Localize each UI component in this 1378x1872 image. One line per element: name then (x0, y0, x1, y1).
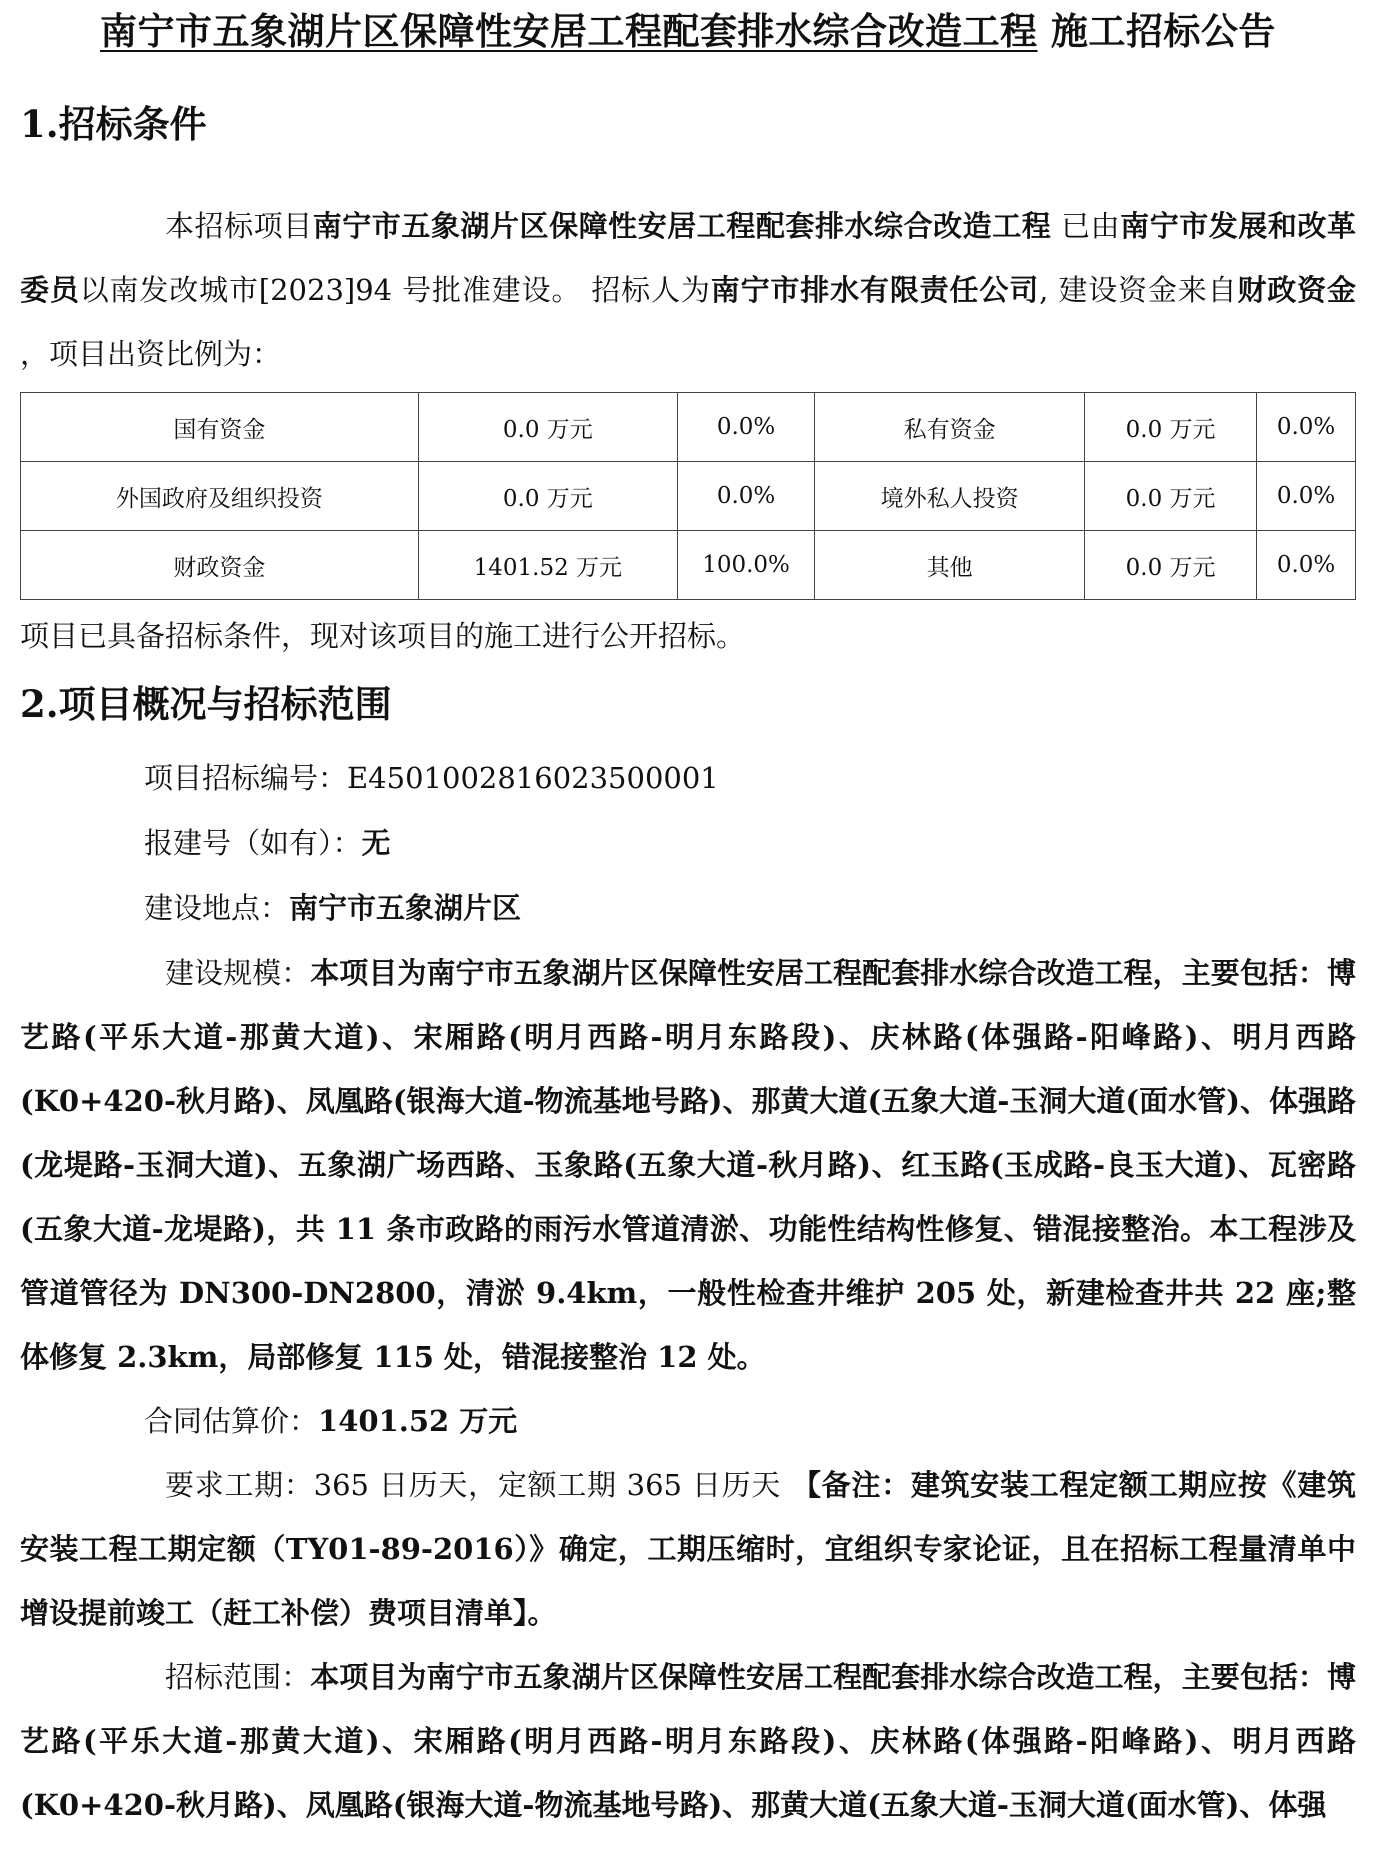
table-cell: 财政资金 (21, 531, 419, 600)
location-label: 建设地点： (144, 891, 290, 925)
title-project-name: 南宁市五象湖片区保障性安居工程配套排水综合改造工程 (100, 9, 1038, 53)
title-suffix: 施工招标公告 (1037, 9, 1276, 53)
table-cell: 0.0% (1257, 462, 1356, 531)
project-overview (20, 746, 1356, 941)
intro-approver: 南宁市发展和改革委员 (20, 209, 1356, 307)
table-cell: 0.0% (1257, 531, 1356, 600)
table-cell: 0.0% (1257, 393, 1356, 462)
table-cell: 1401.52 万元 (418, 531, 677, 600)
section-2-heading: 2.项目概况与招标范围 (20, 682, 392, 726)
tender-scope-paragraph (20, 1645, 1356, 1837)
intro-text-3: 以南发改城市[2023]94 号批准建设。 招标人为 (79, 273, 711, 307)
bid-number-value: E4501002816023500001 (347, 761, 719, 795)
table-row (21, 393, 1356, 462)
contract-price-field (20, 1389, 1356, 1453)
tender-conditions-paragraph (20, 194, 1356, 386)
table-cell: 0.0% (677, 462, 815, 531)
tender-ready-statement: 项目已具备招标条件，现对该项目的施工进行公开招标。 (20, 619, 746, 653)
construction-period-paragraph (20, 1453, 1356, 1645)
construction-scale-value: 本项目为南宁市五象湖片区保障性安居工程配套排水综合改造工程，主要包括：博艺路(平乐大道-那黄大道)、宋厢路(明月西路-明月东路段)、庆林路(体强路-阳峰路)、明月西路(K0+420-秋月路)、凤凰路(银海大道-物流基地号路)、那黄大道(五象大道-玉洞大道(面水管)、体强路(龙堤路-玉洞大道)、五象湖广场西路、玉象路(五象大道-秋月路)、红玉路(玉成路-良玉大道)、瓦密路(五象大道-龙堤路)，共 11 条市政路的雨污水管道清淤、功能性结构性修复、错混接整治。本工程涉及管道管径为 DN300-DN2800，清淤 9.4km，一般性检查井维护 205 处，新建检查井共 22 座;整体修复 2.3km，局部修复 115 处，错混接整治 12 处。 (20, 956, 1356, 1374)
permit-number-value: 无 (361, 826, 391, 860)
construction-scale-label: 建设规模： (165, 956, 311, 990)
permit-number-label: 报建号（如有）： (144, 826, 362, 860)
intro-fund-source: 财政资金 (1237, 273, 1356, 307)
document-title (20, 0, 1356, 54)
table-row (21, 531, 1356, 600)
table-cell: 0.0 万元 (1084, 462, 1256, 531)
intro-tenderer: 南宁市排水有限责任公司 (710, 273, 1040, 307)
table-cell: 0.0% (677, 393, 815, 462)
contract-price-value: 1401.52 万元 (318, 1404, 518, 1438)
location-value: 南宁市五象湖片区 (289, 891, 522, 925)
intro-text-5: ，项目出资比例为： (20, 337, 282, 371)
tender-scope-label: 招标范围： (165, 1660, 311, 1694)
table-cell: 0.0 万元 (418, 393, 677, 462)
construction-scale-paragraph (20, 941, 1356, 1389)
bid-number-field (20, 746, 1356, 811)
construction-period-value: 365 日历天，定额工期 365 日历天 (313, 1468, 782, 1502)
permit-number-field (20, 811, 1356, 876)
table-cell: 0.0 万元 (418, 462, 677, 531)
table-cell: 外国政府及组织投资 (21, 462, 419, 531)
intro-text-2: 已由 (1051, 209, 1121, 243)
section-1-heading: 1.招标条件 (20, 102, 207, 146)
tender-scope-value: 本项目为南宁市五象湖片区保障性安居工程配套排水综合改造工程，主要包括：博艺路(平乐大道-那黄大道)、宋厢路(明月西路-明月东路段)、庆林路(体强路-阳峰路)、明月西路(K0+420-秋月路)、凤凰路(银海大道-物流基地号路)、那黄大道(五象大道-玉洞大道(面水管)、体强 (20, 1660, 1356, 1822)
funding-ratio-table (20, 392, 1356, 600)
table-cell: 0.0 万元 (1084, 393, 1256, 462)
contract-price-label: 合同估算价： (144, 1404, 319, 1438)
construction-period-label: 要求工期： (165, 1468, 314, 1502)
construction-period-note: 【备注：建筑安装工程定额工期应按《建筑安装工程工期定额（TY01-89-2016）》确定，工期压缩时，宜组织专家论证，且在招标工程量清单中增设提前竣工（赶工补偿）费项目清单】。 (20, 1468, 1356, 1630)
table-cell: 其他 (815, 531, 1085, 600)
intro-text-1: 本招标项目 (165, 209, 313, 243)
table-row (21, 462, 1356, 531)
table-cell: 境外私人投资 (815, 462, 1085, 531)
table-cell: 国有资金 (21, 393, 419, 462)
table-cell: 0.0 万元 (1084, 531, 1256, 600)
intro-project-name: 南宁市五象湖片区保障性安居工程配套排水综合改造工程 (312, 209, 1052, 243)
intro-text-4: , 建设资金来自 (1039, 273, 1238, 307)
table-cell: 100.0% (677, 531, 815, 600)
bid-number-label: 项目招标编号： (144, 761, 348, 795)
location-field (20, 876, 1356, 941)
table-cell: 私有资金 (815, 393, 1085, 462)
